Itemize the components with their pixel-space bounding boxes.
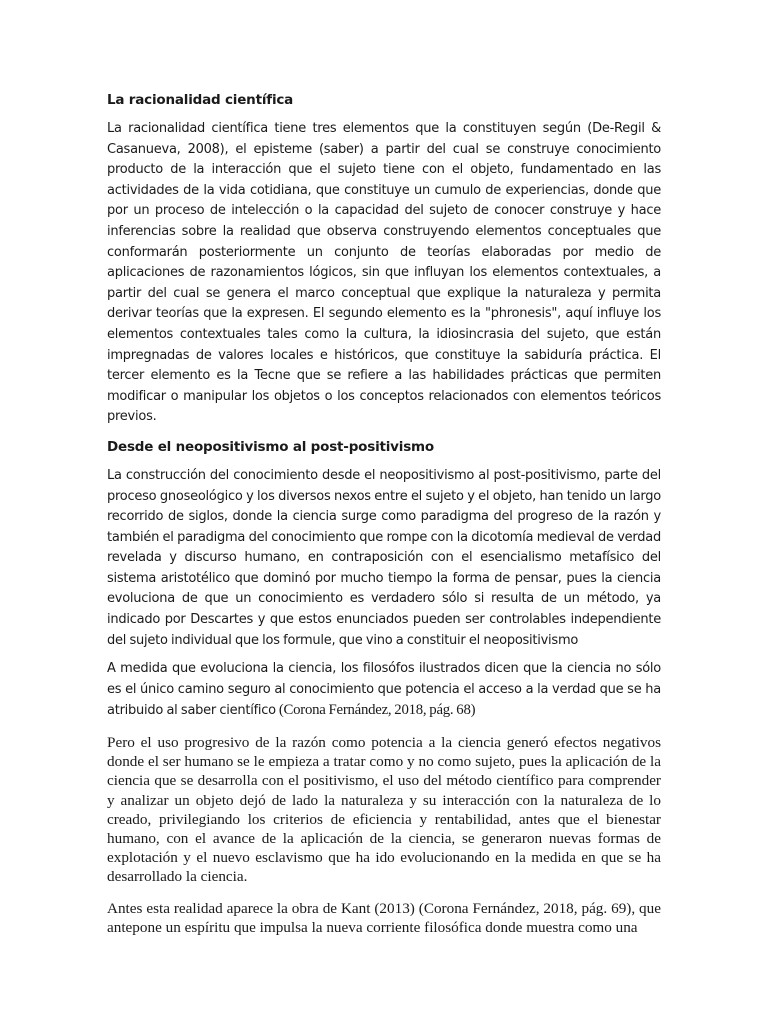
paragraph-evolucion-ciencia [107,659,661,722]
paragraph-construccion-conocimiento: La construcción del conocimiento desde el neopositivismo al post-positivismo, parte del proceso gnoseológico y los diversos nexos entre el sujeto y el objeto, han tenido un largo recorrido de siglos, donde la ciencia surge como paradigma del progreso de la razón y también el paradigma del conocimiento que rompe con la dicotomía medieval de verdad revelada y discurso humano, en contraposición con el esencialismo metafísico del sistema aristotélico que dominó por mucho tiempo la forma de pensar, pues la ciencia evoluciona de que un conocimiento es verdadero sólo si resulta de un método, ya indicado por Descartes y que estos enunciados pueden ser controlables independiente del sujeto individual que los formule, que vino a constituir el neopositivismo [107,467,661,648]
paragraph-uso-progresivo-razon: Pero el uso progresivo de la razón como potencia a la ciencia generó efectos negativos donde el ser humano se le empieza a tratar como y no como sujeto, pues la aplicación de la ciencia que se desarrolla con el positivismo, el uso del método científico para comprender y analizar un objeto dejó de lado la naturaleza y su interacción con la naturaleza de lo creado, privilegiando los criterios de eficiencia y rentabilidad, antes que el bienestar humano, con el avance de la aplicación de la ciencia, se generaron nuevas formas de explotación y el nuevo esclavismo que ha ido evolucionando en la medida en que se ha desarrollado la ciencia. [107,734,661,886]
document-page [107,90,661,949]
citation-corona-68: (Corona Fernández, 2018, pág. 68) [275,702,476,719]
paragraph-racionalidad: La racionalidad científica tiene tres elementos que la constituyen según (De-Regil & Casanueva, 2008), el episteme (saber) a partir del cual se construye conocimiento producto de la interacción que el sujeto tiene con el objeto, fundamentado en las actividades de la vida cotidiana, que constituye un cumulo de experiencias, donde que por un proceso de intelección o la capacidad del sujeto de conocer construye y hace inferencias sobre la realidad que observa construyendo elementos conceptuales que conformarán posteriormente un conjunto de teorías elaboradas por medio de aplicaciones de razonamientos lógicos, sin que influyan los elementos contextuales, a partir del cual se genera el marco conceptual que explique la naturaleza y permita derivar teorías que la expresen. El segundo elemento es la "phronesis", aquí influye los elementos contextuales tales como la cultura, la idiosincrasia del sujeto, que están impregnadas de valores locales e históricos, que constituye la sabiduría práctica. El tercer elemento es la Tecne que se refiere a las habilidades prácticas que permiten modificar o manipular los objetos o los conceptos relacionados con elementos teóricos previos. [107,121,661,425]
section-heading-racionalidad: La racionalidad científica [107,92,294,108]
paragraph-evolucion-ciencia-text: A medida que evoluciona la ciencia, los filosófos ilustrados dicen que la ciencia no sólo es el único camino seguro al conocimiento que potencia el acceso a la verdad que se ha atribuido al saber científico [107,661,661,719]
section-heading-neopositivismo: Desde el neopositivismo al post-positivismo [107,438,434,455]
paragraph-obra-kant: Antes esta realidad aparece la obra de Kant (2013) (Corona Fernández, 2018, pág. 69), que antepone un espíritu que impulsa la nueva corriente filosófica donde muestra como una [107,899,661,936]
